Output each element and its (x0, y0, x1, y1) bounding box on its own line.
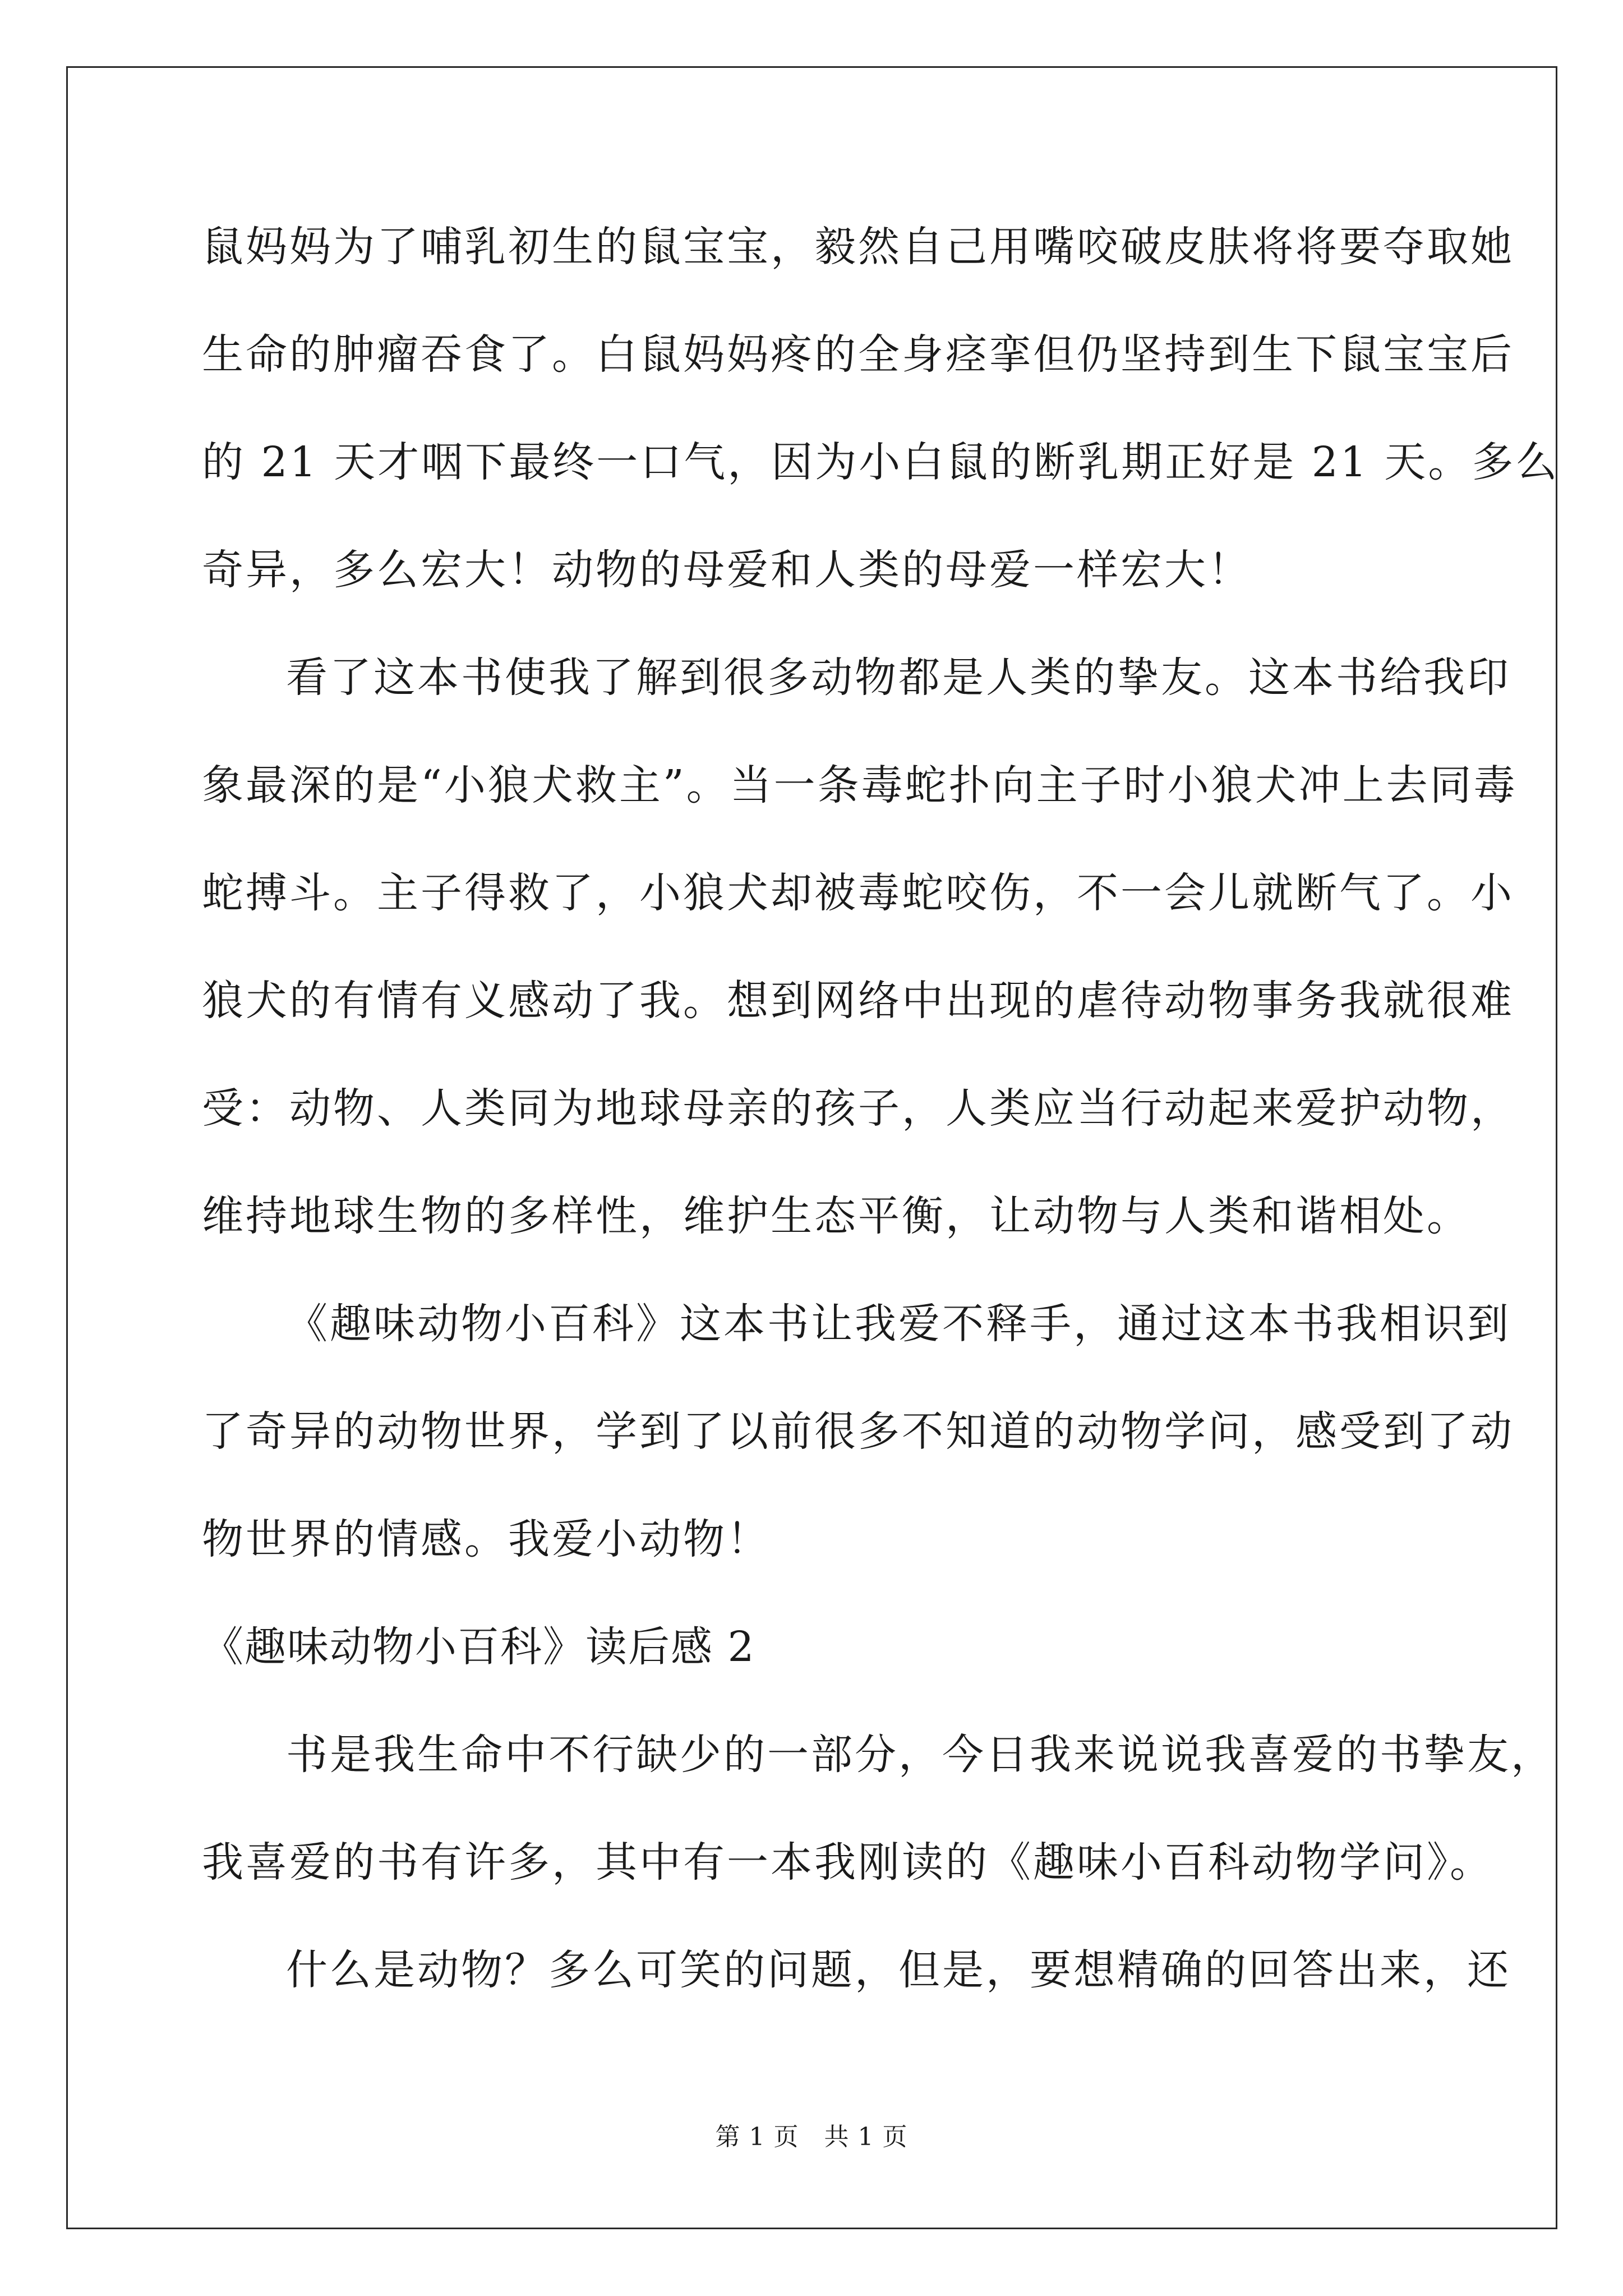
text-line-12: 了奇异的动物世界，学到了以前很多不知道的动物学问，感受到了动 (202, 1407, 1514, 1456)
section-heading: 《趣味动物小百科》读后感 2 (202, 1623, 755, 1671)
paragraph-start-line-17: 什么是动物？多么可笑的问题，但是，要想精确的回答出来，还 (286, 1946, 1511, 1994)
text-line-6: 象最深的是“小狼犬救主”。当一条毒蛇扑向主子时小狼犬冲上去同毒 (202, 761, 1518, 809)
text-line-9: 受：动物、人类同为地球母亲的孩子，人类应当行动起来爱护动物， (202, 1084, 1514, 1133)
text-line-4: 奇异，多么宏大！动物的母爱和人类的母爱一样宏大！ (202, 546, 1252, 594)
paragraph-start-line-11: 《趣味动物小百科》这本书让我爱不释手，通过这本书我相识到 (286, 1300, 1511, 1348)
text-line-13: 物世界的情感。我爱小动物！ (202, 1515, 771, 1563)
text-line-1: 鼠妈妈为了哺乳初生的鼠宝宝，毅然自己用嘴咬破皮肤将将要夺取她 (202, 223, 1514, 271)
paragraph-start-line-5: 看了这本书使我了解到很多动物都是人类的挚友。这本书给我印 (286, 654, 1511, 702)
text-line-16: 我喜爱的书有许多，其中有一本我刚读的《趣味小百科动物学问》。 (202, 1838, 1493, 1887)
text-line-2: 生命的肿瘤吞食了。白鼠妈妈疼的全身痉挛但仍坚持到生下鼠宝宝后 (202, 330, 1514, 379)
paragraph-start-line-15: 书是我生命中不行缺少的一部分，今日我来说说我喜爱的书挚友， (286, 1731, 1555, 1779)
text-line-3: 的 21 天才咽下最终一口气，因为小白鼠的断乳期正好是 21 天。多么 (202, 438, 1560, 486)
text-line-7: 蛇搏斗。主子得救了，小狼犬却被毒蛇咬伤，不一会儿就断气了。小 (202, 869, 1514, 917)
text-line-8: 狼犬的有情有义感动了我。想到网络中出现的虐待动物事务我就很难 (202, 977, 1514, 1025)
page-number-footer: 第 1 页 共 1 页 (715, 2123, 908, 2151)
text-line-10: 维持地球生物的多样性，维护生态平衡，让动物与人类和谐相处。 (202, 1192, 1470, 1240)
document-body (202, 219, 1560, 2050)
